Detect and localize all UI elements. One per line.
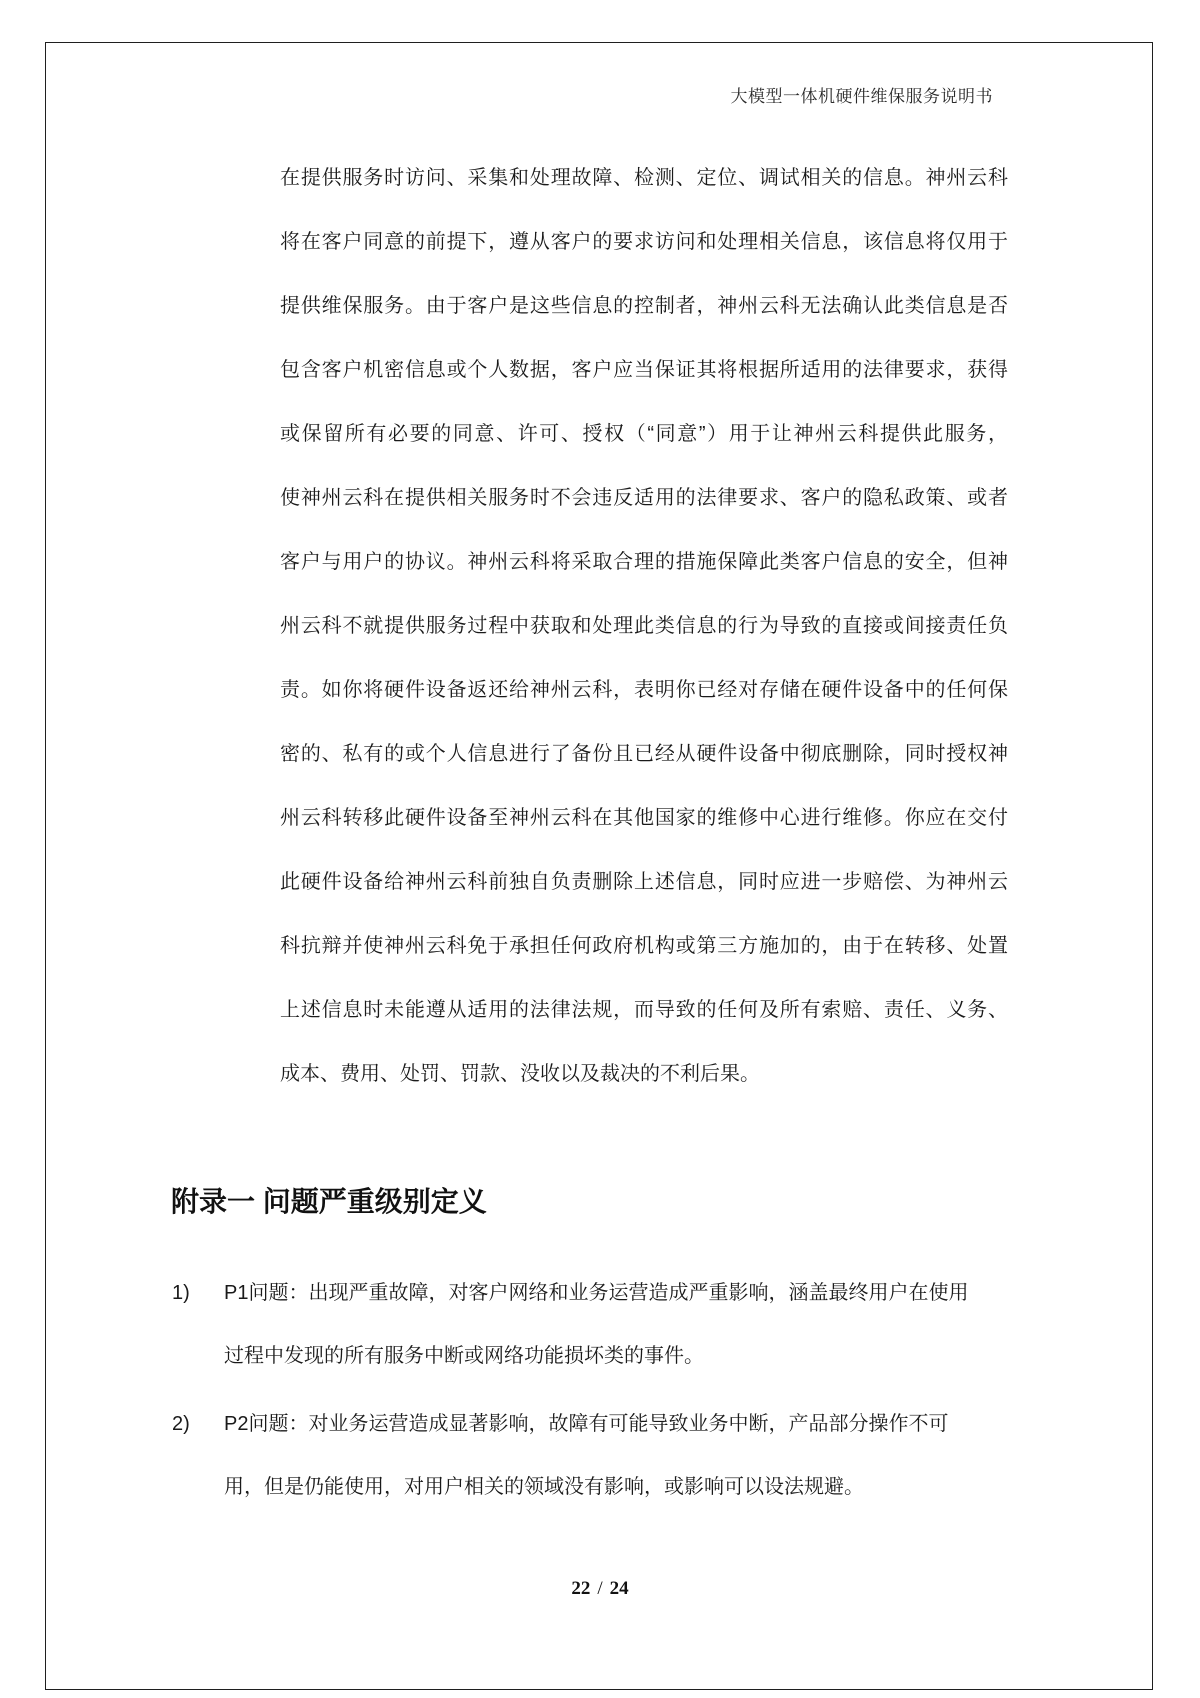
header-title: 大模型一体机硬件维保服务说明书 bbox=[730, 87, 993, 106]
paragraph-line: 密的、私有的或个人信息进行了备份且已经从硬件设备中彻底删除，同时授权神 bbox=[280, 743, 1008, 765]
severity-definition-list bbox=[172, 1262, 1032, 1524]
list-item bbox=[172, 1262, 1032, 1388]
list-item-line: P1问题：出现严重故障，对客户网络和业务运营造成严重影响，涵盖最终用户在使用 bbox=[224, 1282, 969, 1304]
list-item-number: 2) bbox=[172, 1413, 190, 1435]
paragraph-line: 上述信息时未能遵从适用的法律法规，而导致的任何及所有索赔、责任、义务、 bbox=[280, 999, 1008, 1021]
paragraph-line: 或保留所有必要的同意、许可、授权（“同意”）用于让神州云科提供此服务， bbox=[280, 423, 1008, 445]
page-header bbox=[170, 82, 993, 107]
page-number-total: 24 bbox=[609, 1578, 629, 1599]
paragraph-line: 此硬件设备给神州云科前独自负责删除上述信息，同时应进一步赔偿、为神州云 bbox=[280, 871, 1008, 893]
paragraph-line: 将在客户同意的前提下，遵从客户的要求访问和处理相关信息，该信息将仅用于 bbox=[280, 231, 1008, 253]
page-footer bbox=[0, 1578, 1200, 1600]
list-item bbox=[172, 1393, 1032, 1519]
paragraph-line: 在提供服务时访问、采集和处理故障、检测、定位、调试相关的信息。神州云科 bbox=[280, 167, 1008, 189]
paragraph-line: 州云科转移此硬件设备至神州云科在其他国家的维修中心进行维修。你应在交付 bbox=[280, 807, 1008, 829]
page-number-current: 22 bbox=[571, 1578, 591, 1599]
list-item-number: 1) bbox=[172, 1282, 190, 1304]
paragraph-last-line: 成本、费用、处罚、罚款、没收以及裁决的不利后果。 bbox=[280, 1063, 760, 1085]
paragraph-line: 包含客户机密信息或个人数据，客户应当保证其将根据所适用的法律要求，获得 bbox=[280, 359, 1008, 381]
page-number-separator: / bbox=[597, 1578, 603, 1599]
list-item-line: 用，但是仍能使用，对用户相关的领域没有影响，或影响可以设法规避。 bbox=[224, 1476, 864, 1498]
paragraph-line: 提供维保服务。由于客户是这些信息的控制者，神州云科无法确认此类信息是否 bbox=[280, 295, 1008, 317]
list-item-line: 过程中发现的所有服务中断或网络功能损坏类的事件。 bbox=[224, 1345, 704, 1367]
body-paragraph bbox=[280, 146, 1008, 1042]
appendix-heading: 附录一 问题严重级别定义 bbox=[171, 1186, 487, 1217]
paragraph-line: 科抗辩并使神州云科免于承担任何政府机构或第三方施加的，由于在转移、处置 bbox=[280, 935, 1008, 957]
paragraph-line: 州云科不就提供服务过程中获取和处理此类信息的行为导致的直接或间接责任负 bbox=[280, 615, 1008, 637]
paragraph-line: 客户与用户的协议。神州云科将采取合理的措施保障此类客户信息的安全，但神 bbox=[280, 551, 1008, 573]
paragraph-line: 使神州云科在提供相关服务时不会违反适用的法律要求、客户的隐私政策、或者 bbox=[280, 487, 1008, 509]
paragraph-line: 责。如你将硬件设备返还给神州云科，表明你已经对存储在硬件设备中的任何保 bbox=[280, 679, 1008, 701]
list-item-line: P2问题：对业务运营造成显著影响，故障有可能导致业务中断，产品部分操作不可 bbox=[224, 1413, 949, 1435]
